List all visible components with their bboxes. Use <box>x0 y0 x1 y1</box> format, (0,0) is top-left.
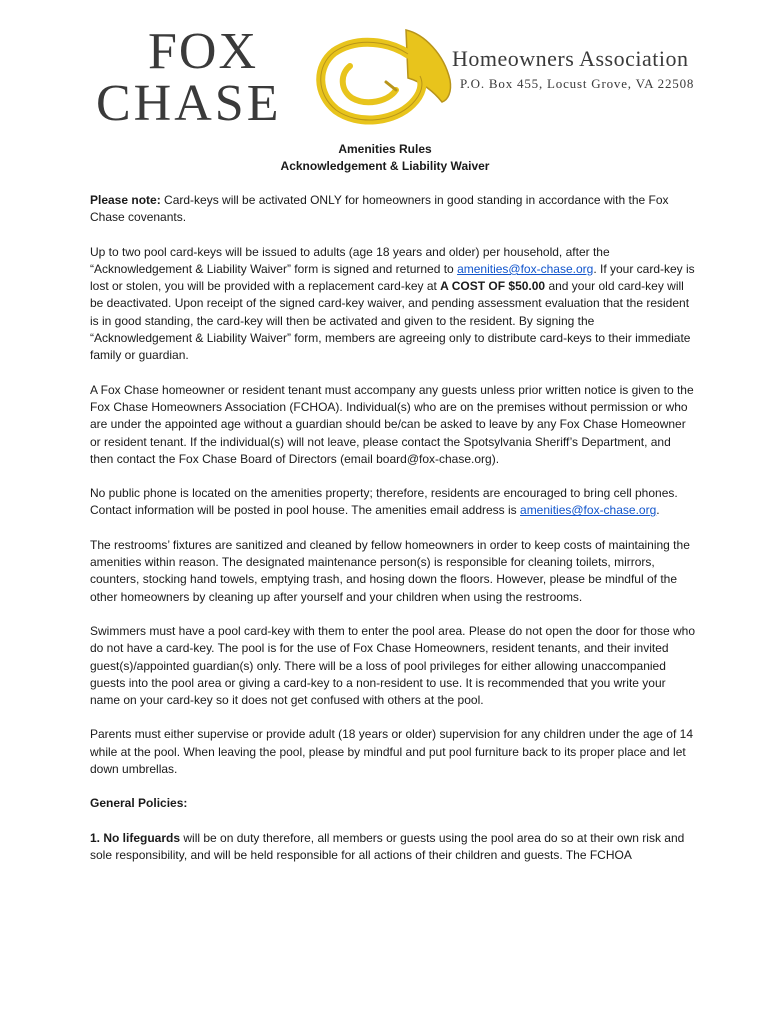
document-body <box>90 192 696 881</box>
association-name: Homeowners Association <box>452 46 689 71</box>
policy-item-1-text: will be on duty therefore, all members or guests using the pool area do so at their own risk and sole responsibility, and will be held responsible for all actions of their children and guests. The FCHOA <box>90 830 685 862</box>
card-keys-text-b: . If your card-key is lost or stolen, you will be provided with a replacement card-key at <box>90 261 695 294</box>
paragraph-please-note <box>90 192 696 227</box>
card-keys-text-a: Up to two pool card-keys will be issued to adults (age 18 years and older) per household, after the “Acknowledgement & Liability Waiver” form is signed and returned to <box>90 244 610 276</box>
phone-text-a: No public phone is located on the amenities property; therefore, residents are encouraged to bring cell phones. Contact information will be posted in pool house. The amenities email address is <box>90 486 678 518</box>
card-keys-text-c: and your old card-key will be deactivated. Upon receipt of the signed card-key waiver, and pending assessment evaluation that the resident is in good standing, the card-key will then be activated and given to the resident. By signing the “Acknowledgement & Liability Waiver” form, members are agreeing only to distribute card-keys to their immediate family or guardian. <box>90 279 691 363</box>
policy-item-1-label: 1. No lifeguards <box>90 830 181 845</box>
logo-text-chase: CHASE <box>96 75 282 132</box>
paragraph-phone <box>90 485 696 520</box>
association-address: P.O. Box 455, Locust Grove, VA 22508 <box>460 76 695 91</box>
logo-text-fox: FOX <box>148 23 259 80</box>
general-policies-heading <box>90 795 696 812</box>
amenities-email-link-2[interactable]: amenities@fox-chase.org <box>520 503 657 518</box>
paragraph-guests: A Fox Chase homeowner or resident tenant must accompany any guests unless prior written notice is given to the Fox Chase Homeowners Association (FCHOA). Individual(s) who are on the premises without permission or who are under the appointed age without a guardian should be/can be asked to leave by any Fox Chase Homeowner or resident tenant. If the individual(s) will not leave, please contact the Spotsylvania Sheriff’s Department, and then contact the Fox Chase Board of Directors (email board@fox-chase.org). <box>90 382 694 466</box>
hunting-horn-icon <box>298 22 458 130</box>
paragraph-card-keys <box>90 244 696 365</box>
general-policies-heading-text: General Policies: <box>90 796 188 811</box>
document-title: Amenities Rules <box>338 142 432 156</box>
document-subtitle: Acknowledgement & Liability Waiver <box>280 159 490 173</box>
policy-item-1 <box>90 830 696 865</box>
please-note-text: Card-keys will be activated ONLY for homeowners in good standing in accordance with the Fox Chase covenants. <box>90 193 669 225</box>
amenities-email-link[interactable]: amenities@fox-chase.org <box>457 261 594 276</box>
paragraph-swimmers: Swimmers must have a pool card-key with them to enter the pool area. Please do not open the door for those who do not have a card-key. The pool is for the use of Fox Chase Homeowners, resident tenants, and their invited guest(s)/appointed guardian(s) only. There will be a loss of pool privileges for either allowing unaccompanied guests into the pool area or giving a card-key to a non-resident to use. It is recommended that you write your name on your card-key so it does not get confused with others at the pool. <box>90 623 695 708</box>
phone-text-b: . <box>656 503 660 518</box>
paragraph-restrooms: The restrooms’ fixtures are sanitized and cleaned by fellow homeowners in order to keep costs of maintaining the amenities within reason. The designated maintenance person(s) is responsible for cleaning toilets, mirrors, counters, stocking hand towels, emptying trash, and hosing down the floors. However, please be mindful of the other homeowners by cleaning up after yourself and your children when using the restrooms. <box>90 537 690 604</box>
paragraph-parents: Parents must either supervise or provide adult (18 years or older) supervision for any children under the age of 14 while at the pool. When leaving the pool, please by mindful and put pool furniture back to its proper place and let down umbrellas. <box>90 727 693 777</box>
please-note-label: Please note: <box>90 193 161 207</box>
replacement-cost: A COST OF $50.00 <box>440 279 546 294</box>
